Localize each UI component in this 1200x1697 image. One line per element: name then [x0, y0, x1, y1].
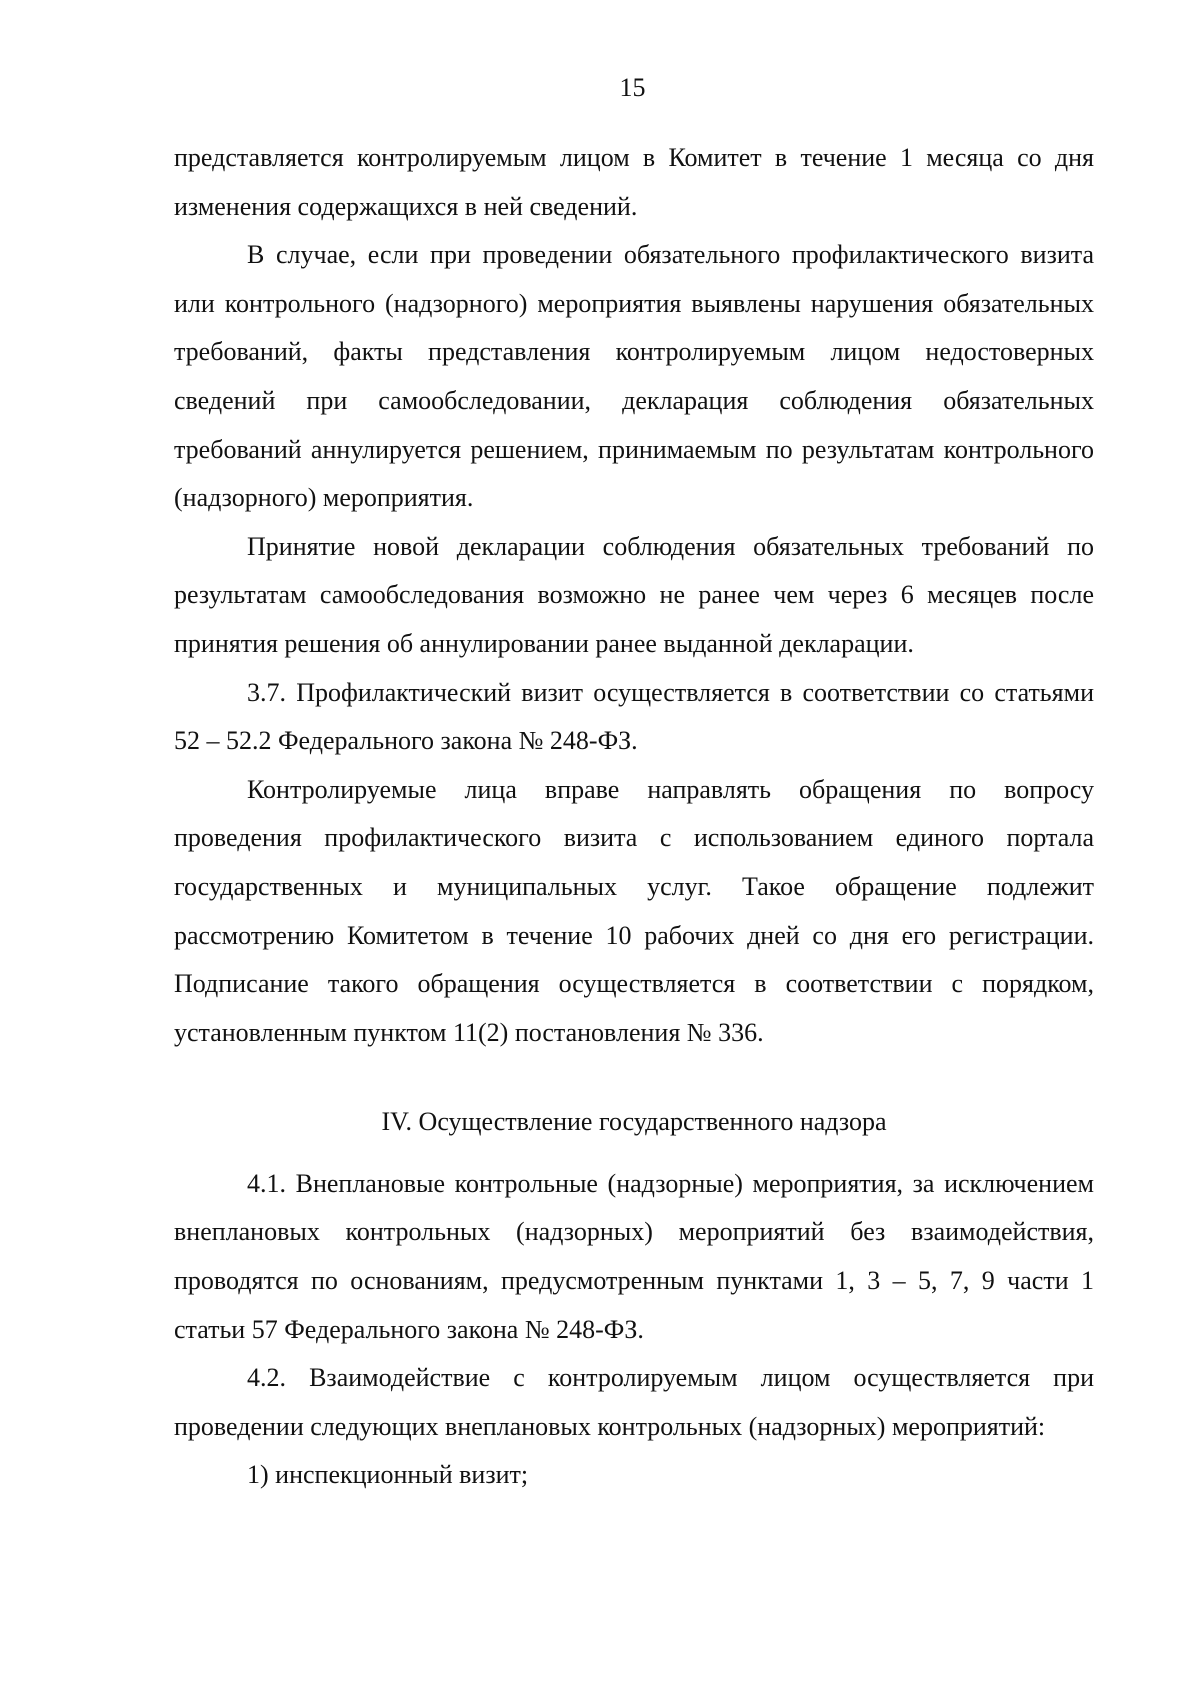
paragraph-4-2: 4.2. Взаимодействие с контролируемым лицом осуществляется при проведении следующих внеплановых контрольных (надзорных) мероприятий:: [174, 1363, 1094, 1441]
paragraph-declaration-annulment: В случае, если при проведении обязательного профилактического визита или контрольного (надзорного) мероприятия выявлены нарушения обязательных требований, факты представления контролируемым лицом недостоверных сведений при самообследовании, декларация соблюдения обязательных требований аннулируется решением, принимаемым по результатам контрольного (надзорного) мероприятия.: [174, 240, 1094, 513]
paragraph-visit-requests: Контролируемые лица вправе направлять обращения по вопросу проведения профилактического визита с использованием единого портала государственных и муниципальных услуг. Такое обращение подлежит рассмотрению Комитетом в течение 10 рабочих дней со дня его регистрации. Подписание такого обращения осуществляется в соответствии с порядком, установленным пунктом 11(2) постановления № 336.: [174, 774, 1094, 1047]
paragraph-continuation: представляется контролируемым лицом в Комитет в течение 1 месяца со дня изменения содержащихся в ней сведений.: [174, 143, 1094, 221]
paragraph-3-7: 3.7. Профилактический визит осуществляется в соответствии со статьями 52 – 52.2 Федерального закона № 248-ФЗ.: [174, 677, 1094, 756]
section-heading: IV. Осуществление государственного надзора: [381, 1107, 887, 1137]
paragraph-new-declaration: Принятие новой декларации соблюдения обязательных требований по результатам самообследования возможно не ранее чем через 6 месяцев после принятия решения об аннулировании ранее выданной декларации.: [174, 531, 1094, 658]
list-item-1: 1) инспекционный визит;: [247, 1460, 529, 1490]
page-number: 15: [619, 73, 646, 102]
paragraph-4-1: 4.1. Внеплановые контрольные (надзорные) мероприятия, за исключением внеплановых контрольных (надзорных) мероприятий без взаимодействия, проводятся по основаниям, предусмотренным пунктами 1, 3 – 5, 7, 9 части 1 статьи 57 Федерального закона № 248-ФЗ.: [174, 1168, 1094, 1344]
document-body: [174, 134, 1094, 1500]
